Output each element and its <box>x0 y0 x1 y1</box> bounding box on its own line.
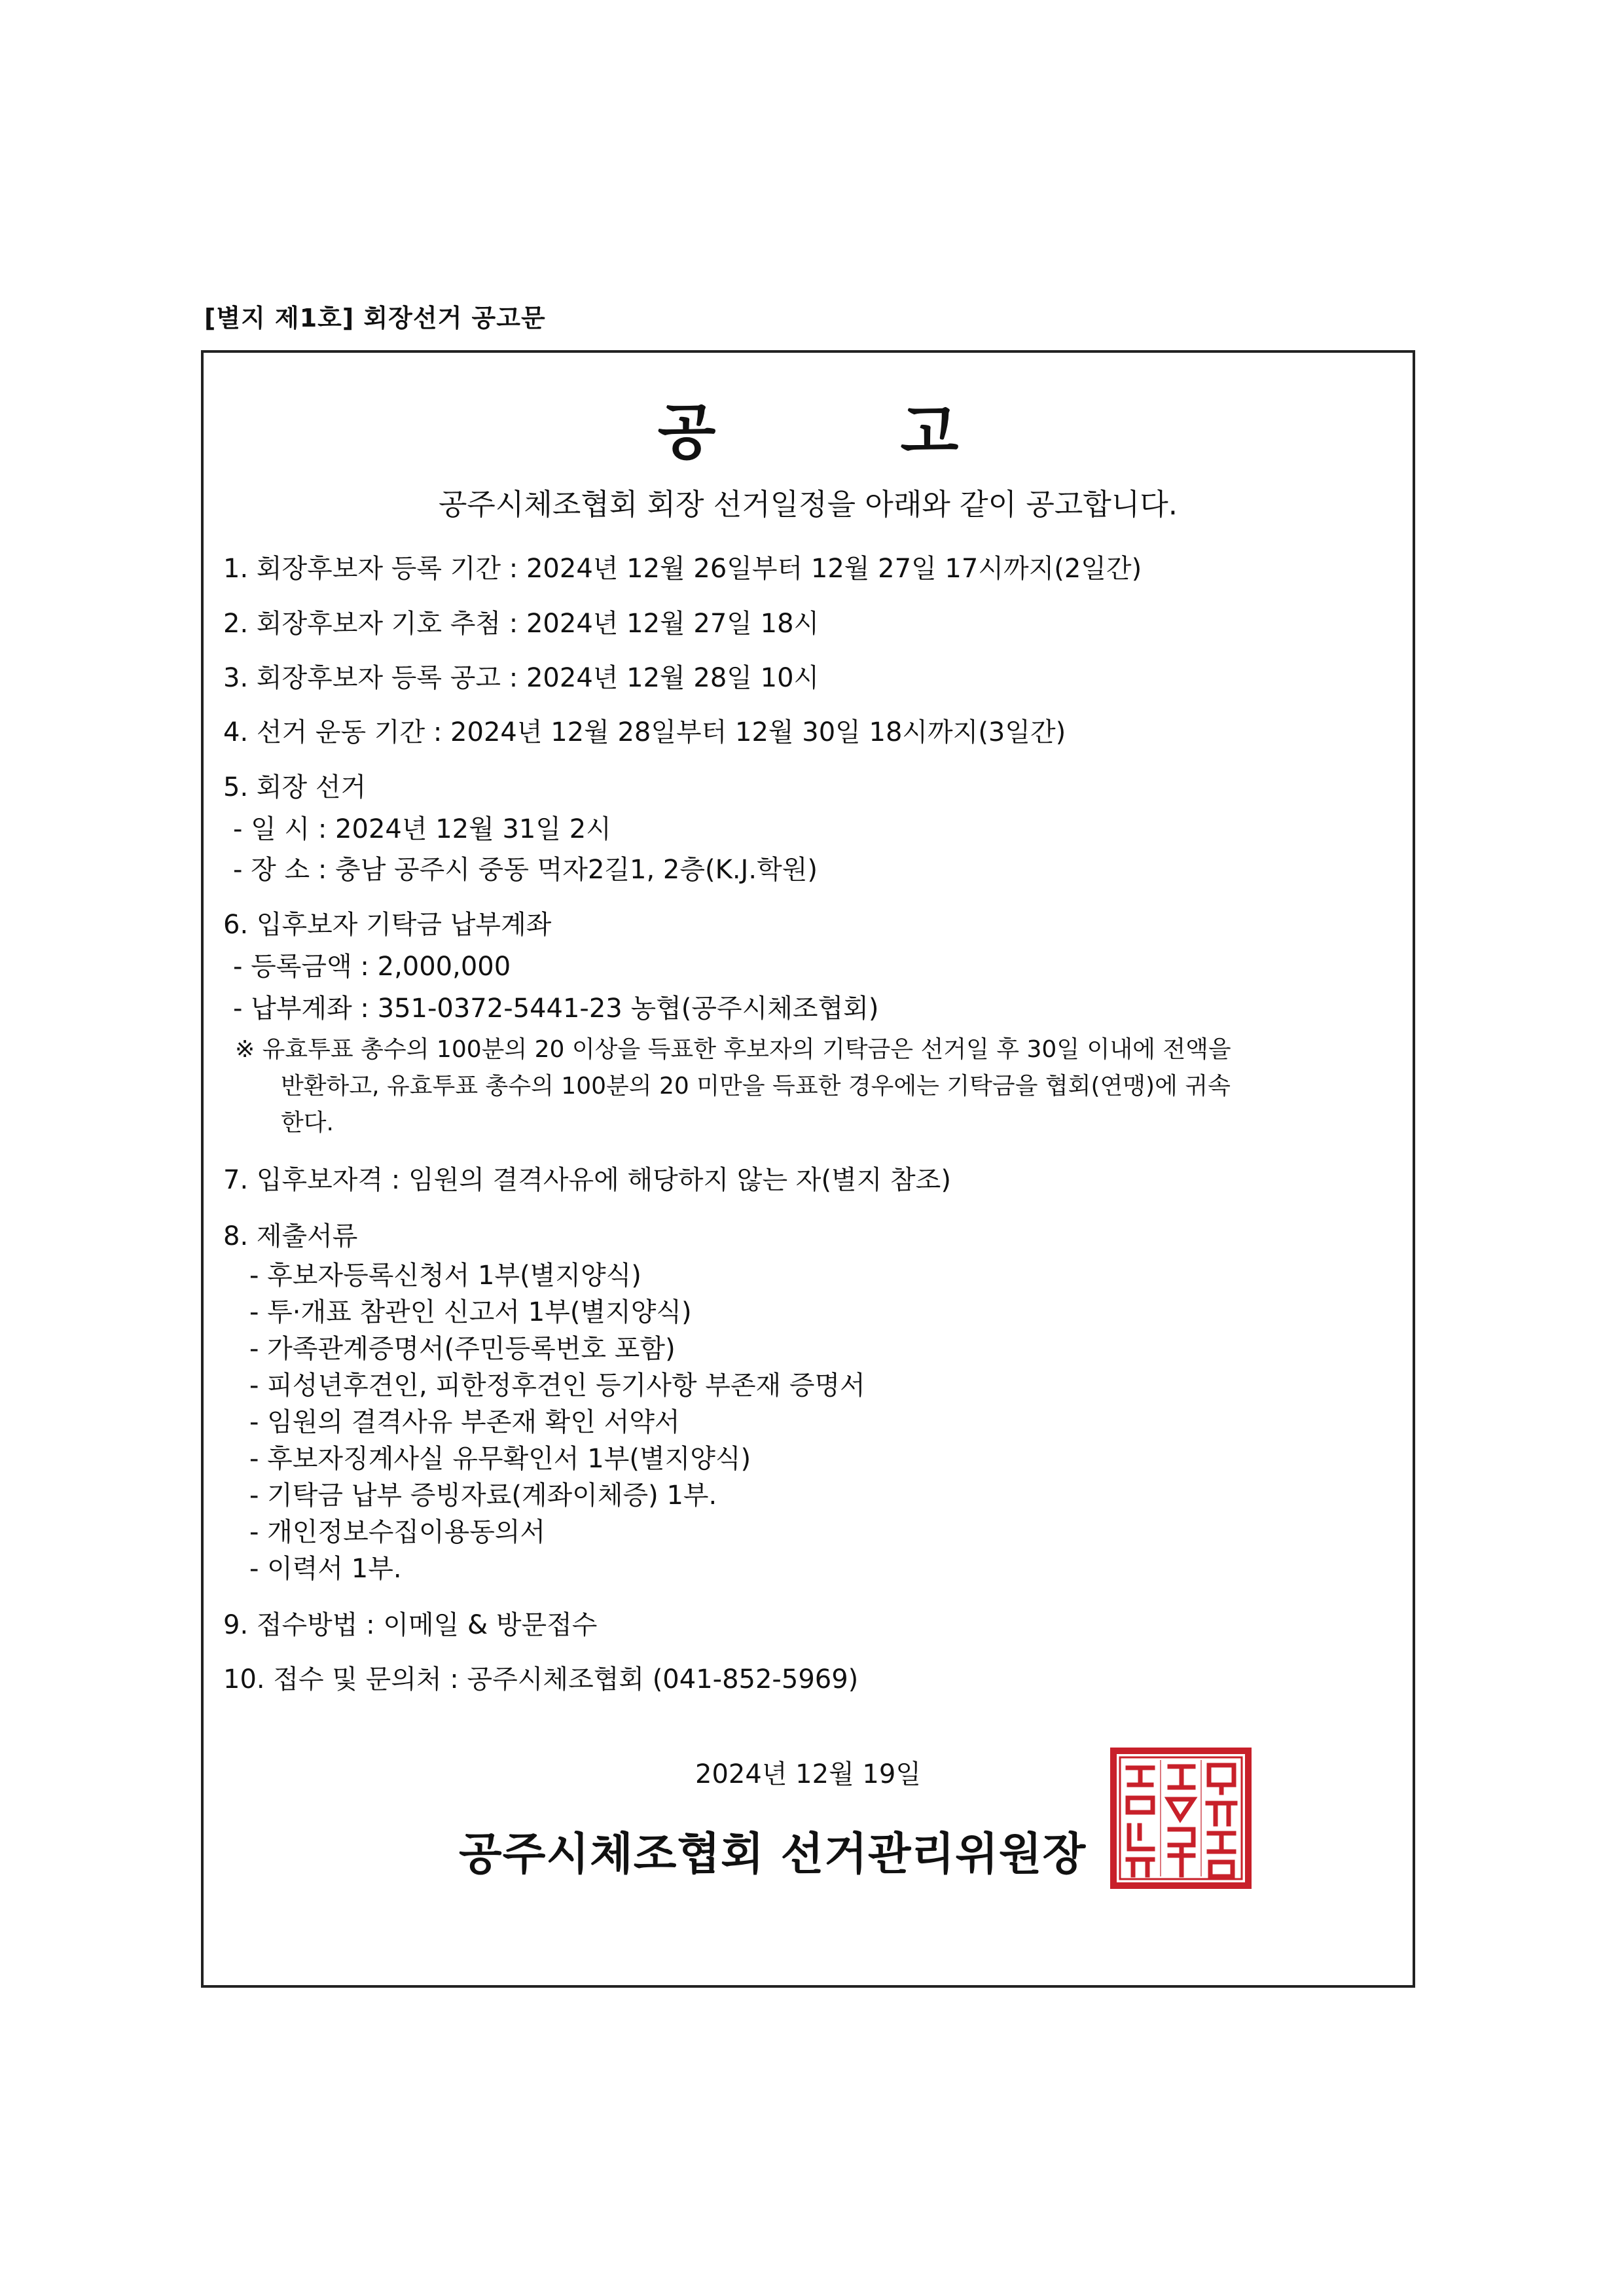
document-item: - 후보자등록신청서 1부(별지양식) <box>249 1261 641 1291</box>
document-item: - 피성년후견인, 피한정후견인 등기사항 부존재 증명서 <box>249 1371 865 1401</box>
deposit-note-line-3: 한다. <box>281 1109 334 1136</box>
document-item: - 임원의 결격사유 부존재 확인 서약서 <box>249 1407 680 1437</box>
item-documents-heading: 8. 제출서류 <box>223 1221 358 1251</box>
notice-title: 공 고 <box>657 397 959 467</box>
notice-intro: 공주시체조협회 회장 선거일정을 아래와 같이 공고합니다. <box>438 487 1178 522</box>
item-registration-period: 1. 회장후보자 등록 기간 : 2024년 12월 26일부터 12월 27일 17시까지(2일간) <box>223 554 1142 584</box>
notice-date: 2024년 12월 19일 <box>695 1759 921 1789</box>
deposit-note-line-2: 반환하고, 유효투표 총수의 100분의 20 미만을 득표한 경우에는 기탁금을 협회(연맹)에 귀속 <box>281 1073 1231 1100</box>
item-contact: 10. 접수 및 문의처 : 공주시체조협회 (041-852-5969) <box>223 1664 859 1695</box>
document-item: - 이력서 1부. <box>249 1554 402 1584</box>
item-election-heading: 5. 회장 선거 <box>223 772 367 802</box>
document-item: - 후보자징계사실 유무확인서 1부(별지양식) <box>249 1444 751 1474</box>
item-campaign-period: 4. 선거 운동 기간 : 2024년 12월 28일부터 12월 30일 18시까지(3일간) <box>223 717 1066 747</box>
item-submission-method: 9. 접수방법 : 이메일 & 방문접수 <box>223 1610 598 1640</box>
document-item: - 개인정보수집이용동의서 <box>249 1517 546 1547</box>
document-item: - 기탁금 납부 증빙자료(계좌이체증) 1부. <box>249 1480 717 1511</box>
attachment-label: [별지 제1호] 회장선거 공고문 <box>204 304 546 332</box>
item-number-draw: 2. 회장후보자 기호 추첨 : 2024년 12월 27일 18시 <box>223 609 820 639</box>
deposit-note-line-1: ※ 유효투표 총수의 100분의 20 이상을 득표한 후보자의 기탁금은 선거일 후 30일 이내에 전액을 <box>235 1036 1231 1063</box>
deposit-account: - 납부계좌 : 351-0372-5441-23 농협(공주시체조협회) <box>233 994 879 1024</box>
notice-box <box>201 350 1415 1988</box>
election-datetime: - 일 시 : 2024년 12월 31일 2시 <box>233 814 611 844</box>
deposit-amount: - 등록금액 : 2,000,000 <box>233 952 511 982</box>
document-item: - 투·개표 참관인 신고서 1부(별지양식) <box>249 1297 692 1327</box>
official-seal-icon <box>1110 1747 1252 1890</box>
signature-line: 공주시체조협회 선거관리위원장 <box>459 1829 1087 1880</box>
item-registration-notice: 3. 회장후보자 등록 공고 : 2024년 12월 28일 10시 <box>223 663 820 693</box>
item-eligibility: 7. 입후보자격 : 임원의 결격사유에 해당하지 않는 자(별지 참조) <box>223 1165 951 1195</box>
document-item: - 가족관계증명서(주민등록번호 포함) <box>249 1334 676 1364</box>
election-place: - 장 소 : 충남 공주시 중동 먹자2길1, 2층(K.J.학원) <box>233 855 818 885</box>
item-deposit-heading: 6. 입후보자 기탁금 납부계좌 <box>223 910 552 940</box>
